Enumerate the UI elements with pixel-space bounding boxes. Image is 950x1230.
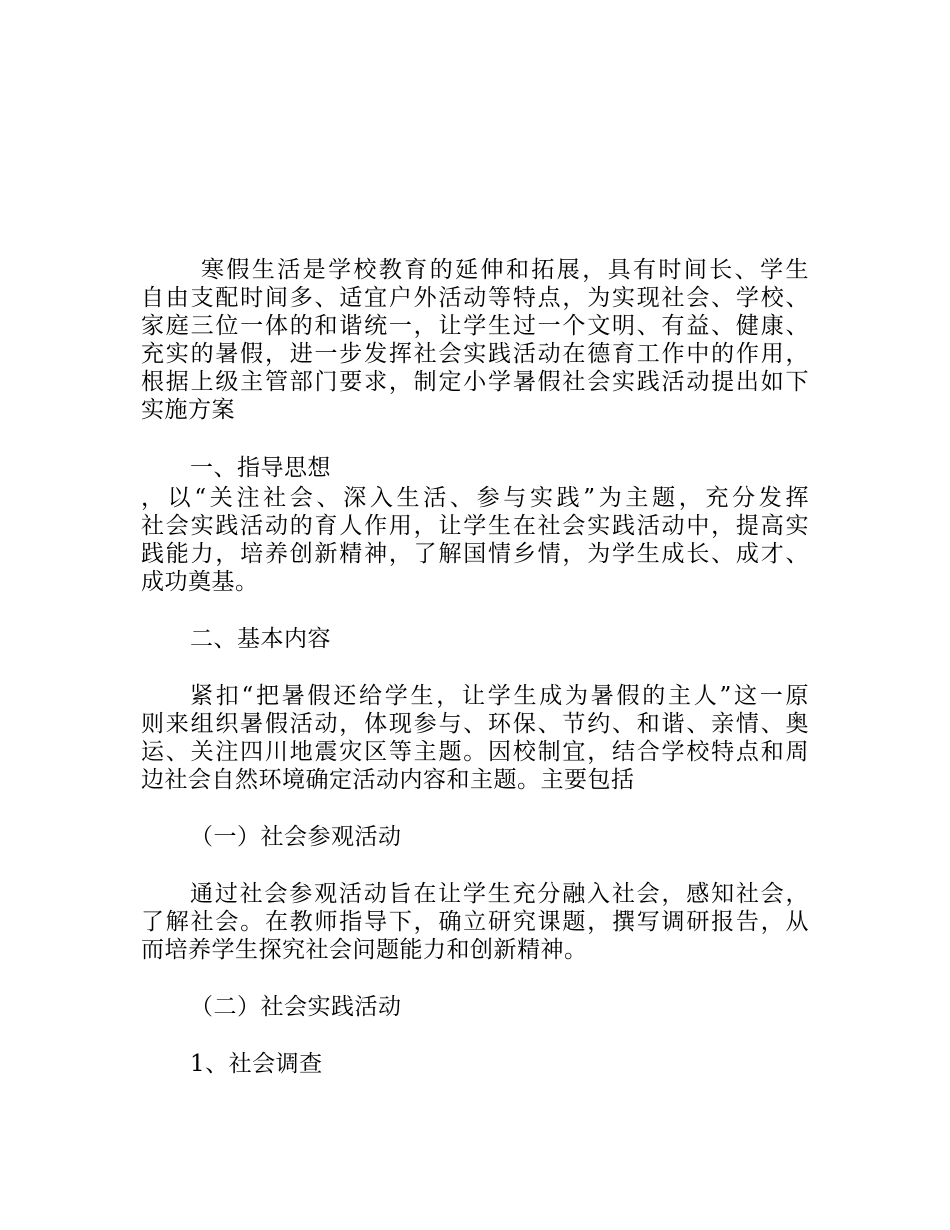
section-heading-guiding-ideology: 一、指导思想 [190, 455, 331, 481]
sub1-line-1: 通过社会参观活动旨在让学生充分融入社会，感知社会， [190, 881, 809, 907]
subsection-heading-social-visits: （一）社会参观活动 [190, 824, 402, 850]
section1-line-2: 社会实践活动的育人作用，让学生在社会实践活动中，提高实 [141, 513, 809, 539]
section1-line-3: 践能力，培养创新精神，了解国情乡情，为学生成长、成才、 [141, 541, 809, 567]
intro-line-4: 充实的暑假，进一步发挥社会实践活动在德育工作中的作用， [141, 341, 809, 367]
intro-line-3: 家庭三位一体的和谐统一，让学生过一个文明、有益、健康、 [141, 313, 809, 339]
section2-line-4: 边社会自然环境确定活动内容和主题。主要包括 [141, 767, 635, 793]
sub1-line-2: 了解社会。在教师指导下，确立研究课题，撰写调研报告，从 [141, 909, 809, 935]
intro-line-1: 寒假生活是学校教育的延伸和拓展，具有时间长、学生 [201, 257, 809, 283]
section2-line-3: 运、关注四川地震灾区等主题。因校制宜，结合学校特点和周 [141, 739, 809, 765]
section1-line-1: ，以“关注社会、深入生活、参与实践”为主题，充分发挥 [141, 485, 809, 511]
intro-line-5: 根据上级主管部门要求，制定小学暑假社会实践活动提出如下 [141, 369, 809, 395]
sub1-line-3: 而培养学生探究社会问题能力和创新精神。 [141, 937, 588, 963]
item-heading-social-survey: 1、社会调查 [190, 1051, 323, 1077]
section1-line-4: 成功奠基。 [141, 569, 259, 595]
intro-line-2: 自由支配时间多、适宜户外活动等特点，为实现社会、学校、 [141, 285, 809, 311]
intro-line-6: 实施方案 [141, 397, 235, 423]
section2-line-2: 则来组织暑假活动，体现参与、环保、节约、和谐、亲情、奥 [141, 711, 809, 737]
subsection-heading-social-practice: （二）社会实践活动 [190, 994, 402, 1020]
section-heading-basic-content: 二、基本内容 [190, 626, 331, 652]
section2-line-1: 紧扣“把暑假还给学生，让学生成为暑假的主人”这一原 [190, 683, 809, 709]
